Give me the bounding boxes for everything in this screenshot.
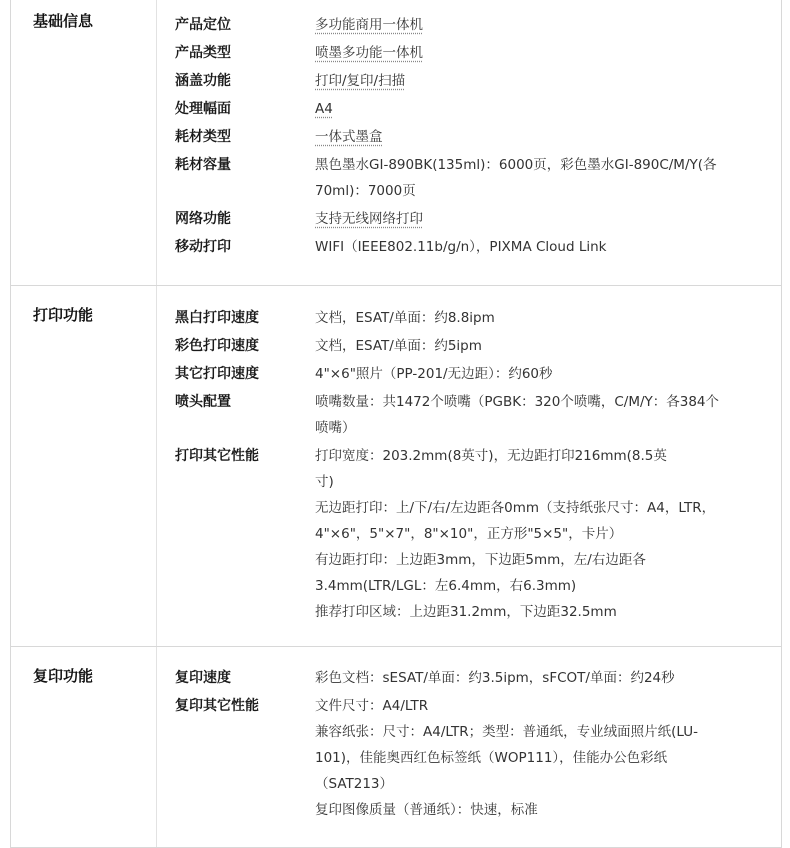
spec-value — [315, 663, 755, 691]
spec-label: 涵盖功能 — [175, 73, 231, 89]
spec-value-line: 彩色文档：sESAT/单面：约3.5ipm，sFCOT/单面：约24秒 — [315, 670, 675, 686]
spec-value-line: 复印图像质量（普通纸）：快速，标准 — [315, 802, 538, 818]
spec-row-product-position — [175, 10, 781, 38]
spec-row-consumable-capacity — [175, 150, 781, 204]
spec-label: 处理幅面 — [175, 101, 231, 117]
spec-value-line: 文档，ESAT/单面：约5ipm — [315, 338, 482, 354]
spec-value — [315, 691, 755, 823]
spec-value-line: 70ml)：7000页 — [315, 183, 416, 199]
spec-label: 其它打印速度 — [175, 366, 259, 382]
spec-label: 产品定位 — [175, 17, 231, 33]
spec-value[interactable] — [315, 66, 755, 94]
spec-rows — [175, 647, 781, 833]
spec-value[interactable] — [315, 10, 755, 38]
spec-value-line: 4"×6"照片（PP-201/无边距）：约60秒 — [315, 366, 553, 382]
spec-value-line: 3.4mm(LTR/LGL：左6.4mm，右6.3mm) — [315, 578, 577, 594]
spec-row-other-speed — [175, 359, 781, 387]
section-print — [11, 286, 781, 647]
spec-row-mobile-print — [175, 232, 781, 260]
section-copy — [11, 647, 781, 848]
spec-value — [315, 441, 755, 625]
spec-value-line: 101)，佳能奥西红色标签纸（WOP111），佳能办公色彩纸 — [315, 750, 668, 766]
spec-label: 产品类型 — [175, 45, 231, 61]
spec-label: 喷头配置 — [175, 394, 231, 410]
column-divider — [156, 286, 157, 646]
spec-value-line: 推荐打印区域：上边距31.2mm，下边距32.5mm — [315, 604, 617, 620]
spec-row-color-speed — [175, 331, 781, 359]
spec-row-consumable-type — [175, 122, 781, 150]
spec-value[interactable] — [315, 94, 755, 122]
spec-table — [10, 0, 782, 848]
spec-label: 复印其它性能 — [175, 698, 259, 714]
column-divider — [156, 647, 157, 847]
spec-value-line: 兼容纸张：尺寸：A4/LTR；类型：普通纸，专业绒面照片纸(LU- — [315, 724, 699, 740]
spec-row-paper-size — [175, 94, 781, 122]
spec-value-link[interactable]: 多功能商用一体机 — [315, 17, 423, 33]
spec-row-functions — [175, 66, 781, 94]
spec-value[interactable] — [315, 122, 755, 150]
section-title: 复印功能 — [33, 667, 94, 685]
spec-value-link[interactable]: 喷墨多功能一体机 — [315, 45, 423, 61]
spec-value-link[interactable]: 一体式墨盒 — [315, 129, 383, 145]
spec-value-line: 喷嘴） — [315, 420, 356, 436]
spec-value-line: 寸) — [315, 474, 334, 490]
spec-value[interactable] — [315, 204, 755, 232]
spec-value[interactable] — [315, 232, 755, 260]
spec-value-link[interactable]: A4 — [315, 101, 333, 117]
spec-label: 移动打印 — [175, 239, 231, 255]
spec-rows — [175, 286, 781, 635]
spec-label: 打印其它性能 — [175, 448, 259, 464]
spec-row-copy-speed — [175, 663, 781, 691]
spec-value-line: 文档，ESAT/单面：约8.8ipm — [315, 310, 495, 326]
spec-value-line: 文件尺寸：A4/LTR — [315, 698, 429, 714]
spec-label: 彩色打印速度 — [175, 338, 259, 354]
spec-label: 复印速度 — [175, 670, 231, 686]
spec-value-line: （SAT213） — [315, 776, 394, 792]
spec-value-link[interactable]: 打印/复印/扫描 — [315, 73, 406, 89]
spec-value — [315, 150, 755, 204]
spec-value-line: 打印宽度：203.2mm(8英寸)，无边距打印216mm(8.5英 — [315, 448, 667, 464]
spec-value-line: 有边距打印：上边距3mm，下边距5mm，左/右边距各 — [315, 552, 646, 568]
spec-value — [315, 303, 755, 331]
spec-value[interactable] — [315, 38, 755, 66]
spec-value-line: 4"×6"，5"×7"，8"×10"，正方形"5×5"，卡片） — [315, 526, 623, 542]
spec-value-line[interactable]: WIFI（IEEE802.11b/g/n），PIXMA Cloud Link — [315, 239, 607, 255]
spec-label: 网络功能 — [175, 211, 231, 227]
spec-label: 黑白打印速度 — [175, 310, 259, 326]
spec-row-copy-other — [175, 691, 781, 823]
spec-label: 耗材类型 — [175, 129, 231, 145]
column-divider — [156, 0, 157, 285]
spec-value — [315, 331, 755, 359]
spec-value-line: 黑色墨水GI-890BK(135ml)：6000页，彩色墨水GI-890C/M/Y(各 — [315, 157, 717, 173]
spec-value-link[interactable]: 支持无线网络打印 — [315, 211, 423, 227]
spec-value — [315, 359, 755, 387]
spec-value-line: 喷嘴数量：共1472个喷嘴（PGBK：320个喷嘴，C/M/Y：各384个 — [315, 394, 720, 410]
section-basic-info — [11, 0, 781, 286]
spec-rows — [175, 0, 781, 270]
spec-value-line: 无边距打印：上/下/右/左边距各0mm（支持纸张尺寸：A4，LTR， — [315, 500, 716, 516]
spec-row-mono-speed — [175, 303, 781, 331]
spec-row-print-other — [175, 441, 781, 625]
spec-row-network — [175, 204, 781, 232]
section-title: 基础信息 — [33, 12, 94, 30]
spec-value — [315, 387, 755, 441]
spec-label: 耗材容量 — [175, 157, 231, 173]
spec-row-printhead — [175, 387, 781, 441]
section-title: 打印功能 — [33, 306, 94, 324]
spec-row-product-type — [175, 38, 781, 66]
